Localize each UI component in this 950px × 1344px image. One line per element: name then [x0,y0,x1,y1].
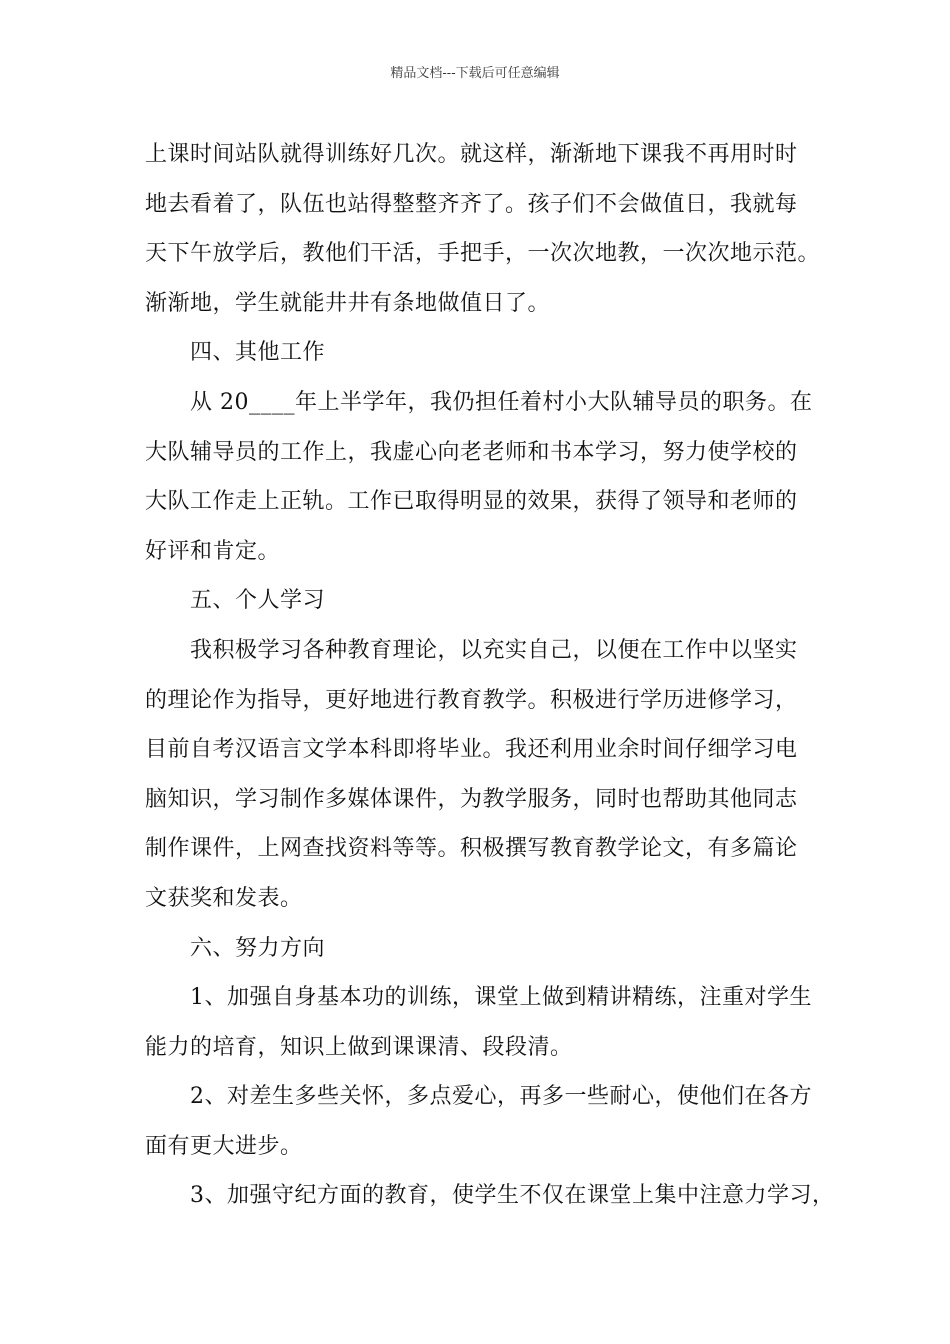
text-line: 1、加强自身基本功的训练，课堂上做到精讲精练，注重对学生 [190,985,812,1011]
text-line: 我积极学习各种教育理论，以充实自己，以便在工作中以坚实 [190,637,798,663]
text-line: 地去看着了，队伍也站得整整齐齐了。孩子们不会做值日，我就每 [145,191,798,217]
text-line: 的理论作为指导，更好地进行教育教学。积极进行学历进修学习， [145,687,798,713]
text-line: 能力的培育，知识上做到课课清、段段清。 [145,1034,573,1060]
text-line: 3、加强守纪方面的教育，使学生不仅在课堂上集中注意力学习， [190,1183,835,1209]
document-body [145,130,835,1221]
text-line: 文获奖和发表。 [145,885,303,911]
text-line: 上课时间站队就得训练好几次。就这样，渐渐地下课我不再用时时 [145,142,798,167]
page-header: 精品文档---下载后可任意编辑 [390,66,560,81]
text-line: 制作课件，上网查找资料等等。积极撰写教育教学论文，有多篇论 [145,836,798,862]
text-line: 面有更大进步。 [145,1133,303,1159]
text-line: 脑知识，学习制作多媒体课件，为教学服务，同时也帮助其他同志 [145,786,798,812]
text-line: 2、对差生多些关怀，多点爱心，再多一些耐心，使他们在各方 [190,1084,812,1110]
text-line: 渐渐地，学生就能井井有条地做值日了。 [145,290,551,316]
text-line: 好评和肯定。 [145,538,281,564]
text-line: 大队辅导员的工作上，我虚心向老老师和书本学习，努力使学校的 [145,439,798,465]
text-line: 天下午放学后，教他们干活，手把手，一次次地教，一次次地示范。 [145,241,821,267]
text-line: 从 20____年上半学年，我仍担任着村小大队辅导员的职务。在 [190,389,813,415]
section-heading: 五、个人学习 [190,588,326,614]
text-line: 大队工作走上正轨。工作已取得明显的效果，获得了领导和老师的 [145,489,798,515]
text-line: 目前自考汉语言文学本科即将毕业。我还利用业余时间仔细学习电 [145,737,798,763]
section-heading: 六、努力方向 [190,935,326,961]
section-heading: 四、其他工作 [190,340,326,366]
